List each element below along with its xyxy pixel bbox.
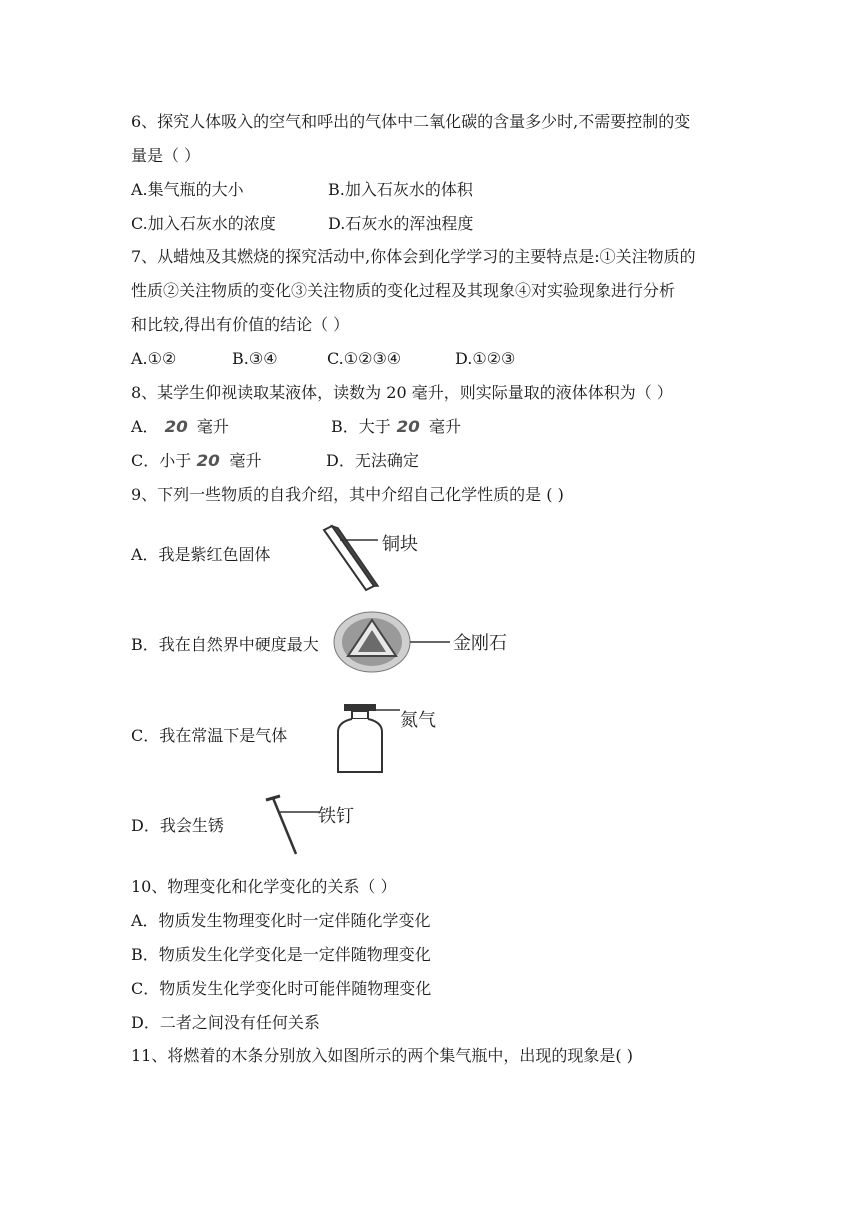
- iron-nail-icon: [262, 794, 322, 860]
- q8-option-a: [131, 417, 229, 437]
- q8-option-b-unit: 毫升: [429, 417, 462, 436]
- q9-option-d: D．我会生锈: [131, 816, 224, 835]
- q9-option-c-picture-label: 氮气: [400, 710, 436, 731]
- q10-option-c: C．物质发生化学变化时可能伴随物理变化: [131, 979, 432, 998]
- q10-option-a: A．物质发生物理变化时一定伴随化学变化: [131, 911, 431, 930]
- q7-option-a: A.①②: [131, 349, 177, 368]
- q8-option-a-prefix: A．: [131, 417, 159, 436]
- q8-option-c-number: 20: [196, 451, 221, 470]
- q9-option-a-picture-label: 铜块: [382, 534, 418, 555]
- q7-option-b: B.③④: [232, 349, 278, 368]
- q9-option-b-picture-label: 金刚石: [453, 633, 507, 654]
- q10-option-d: D．二者之间没有任何关系: [131, 1013, 320, 1032]
- q6-option-a: A.集气瓶的大小: [131, 180, 244, 199]
- gas-bottle-icon: [334, 702, 404, 776]
- q8-option-c: [131, 451, 262, 471]
- q7-stem-line1: 7、从蜡烛及其燃烧的探究活动中,你体会到化学学习的主要特点是:①关注物质的: [131, 247, 696, 266]
- q6-option-c: C.加入石灰水的浓度: [131, 214, 276, 233]
- q6-stem-line2: 量是（ ）: [131, 146, 201, 165]
- q9-option-c: C．我在常温下是气体: [131, 726, 288, 745]
- q7-stem-line2: 性质②关注物质的变化③关注物质的变化过程及其现象④对实验现象进行分析: [131, 281, 676, 300]
- q9-option-d-picture-label: 铁钉: [318, 806, 354, 827]
- q6-stem-line1: 6、探究人体吸入的空气和呼出的气体中二氧化碳的含量多少时,不需要控制的变: [131, 112, 691, 131]
- q9-stem: 9、下列一些物质的自我介绍，其中介绍自己化学性质的是 ( ): [131, 485, 564, 504]
- q7-stem-line3: 和比较,得出有价值的结论（ ）: [131, 315, 350, 334]
- q8-option-c-prefix: C．小于: [131, 451, 192, 470]
- q8-option-a-unit: 毫升: [196, 417, 229, 436]
- q6-option-d: D.石灰水的浑浊程度: [328, 214, 474, 233]
- q6-option-b: B.加入石灰水的体积: [328, 180, 473, 199]
- q9-option-b: B．我在自然界中硬度最大: [131, 635, 319, 654]
- q7-option-c: C.①②③④: [327, 349, 402, 368]
- q8-option-a-number: 20: [164, 417, 188, 436]
- q8-option-b: [331, 417, 461, 437]
- q8-option-c-unit: 毫升: [229, 451, 262, 470]
- diamond-icon: [326, 608, 456, 680]
- q8-option-b-number: 20: [396, 417, 420, 436]
- q8-option-d: D．无法确定: [326, 451, 419, 470]
- q8-option-b-prefix: B．大于: [331, 417, 391, 436]
- q8-stem: 8、某学生仰视读取某液体，读数为 20 毫升，则实际量取的液体体积为（ ）: [131, 383, 673, 402]
- q9-option-a: A．我是紫红色固体: [131, 545, 271, 564]
- q10-stem: 10、物理变化和化学变化的关系（ ）: [131, 877, 397, 896]
- q11-stem: 11、将燃着的木条分别放入如图所示的两个集气瓶中，出现的现象是( ): [131, 1046, 633, 1065]
- q7-option-d: D.①②③: [455, 349, 516, 368]
- q10-option-b: B．物质发生化学变化是一定伴随物理变化: [131, 945, 431, 964]
